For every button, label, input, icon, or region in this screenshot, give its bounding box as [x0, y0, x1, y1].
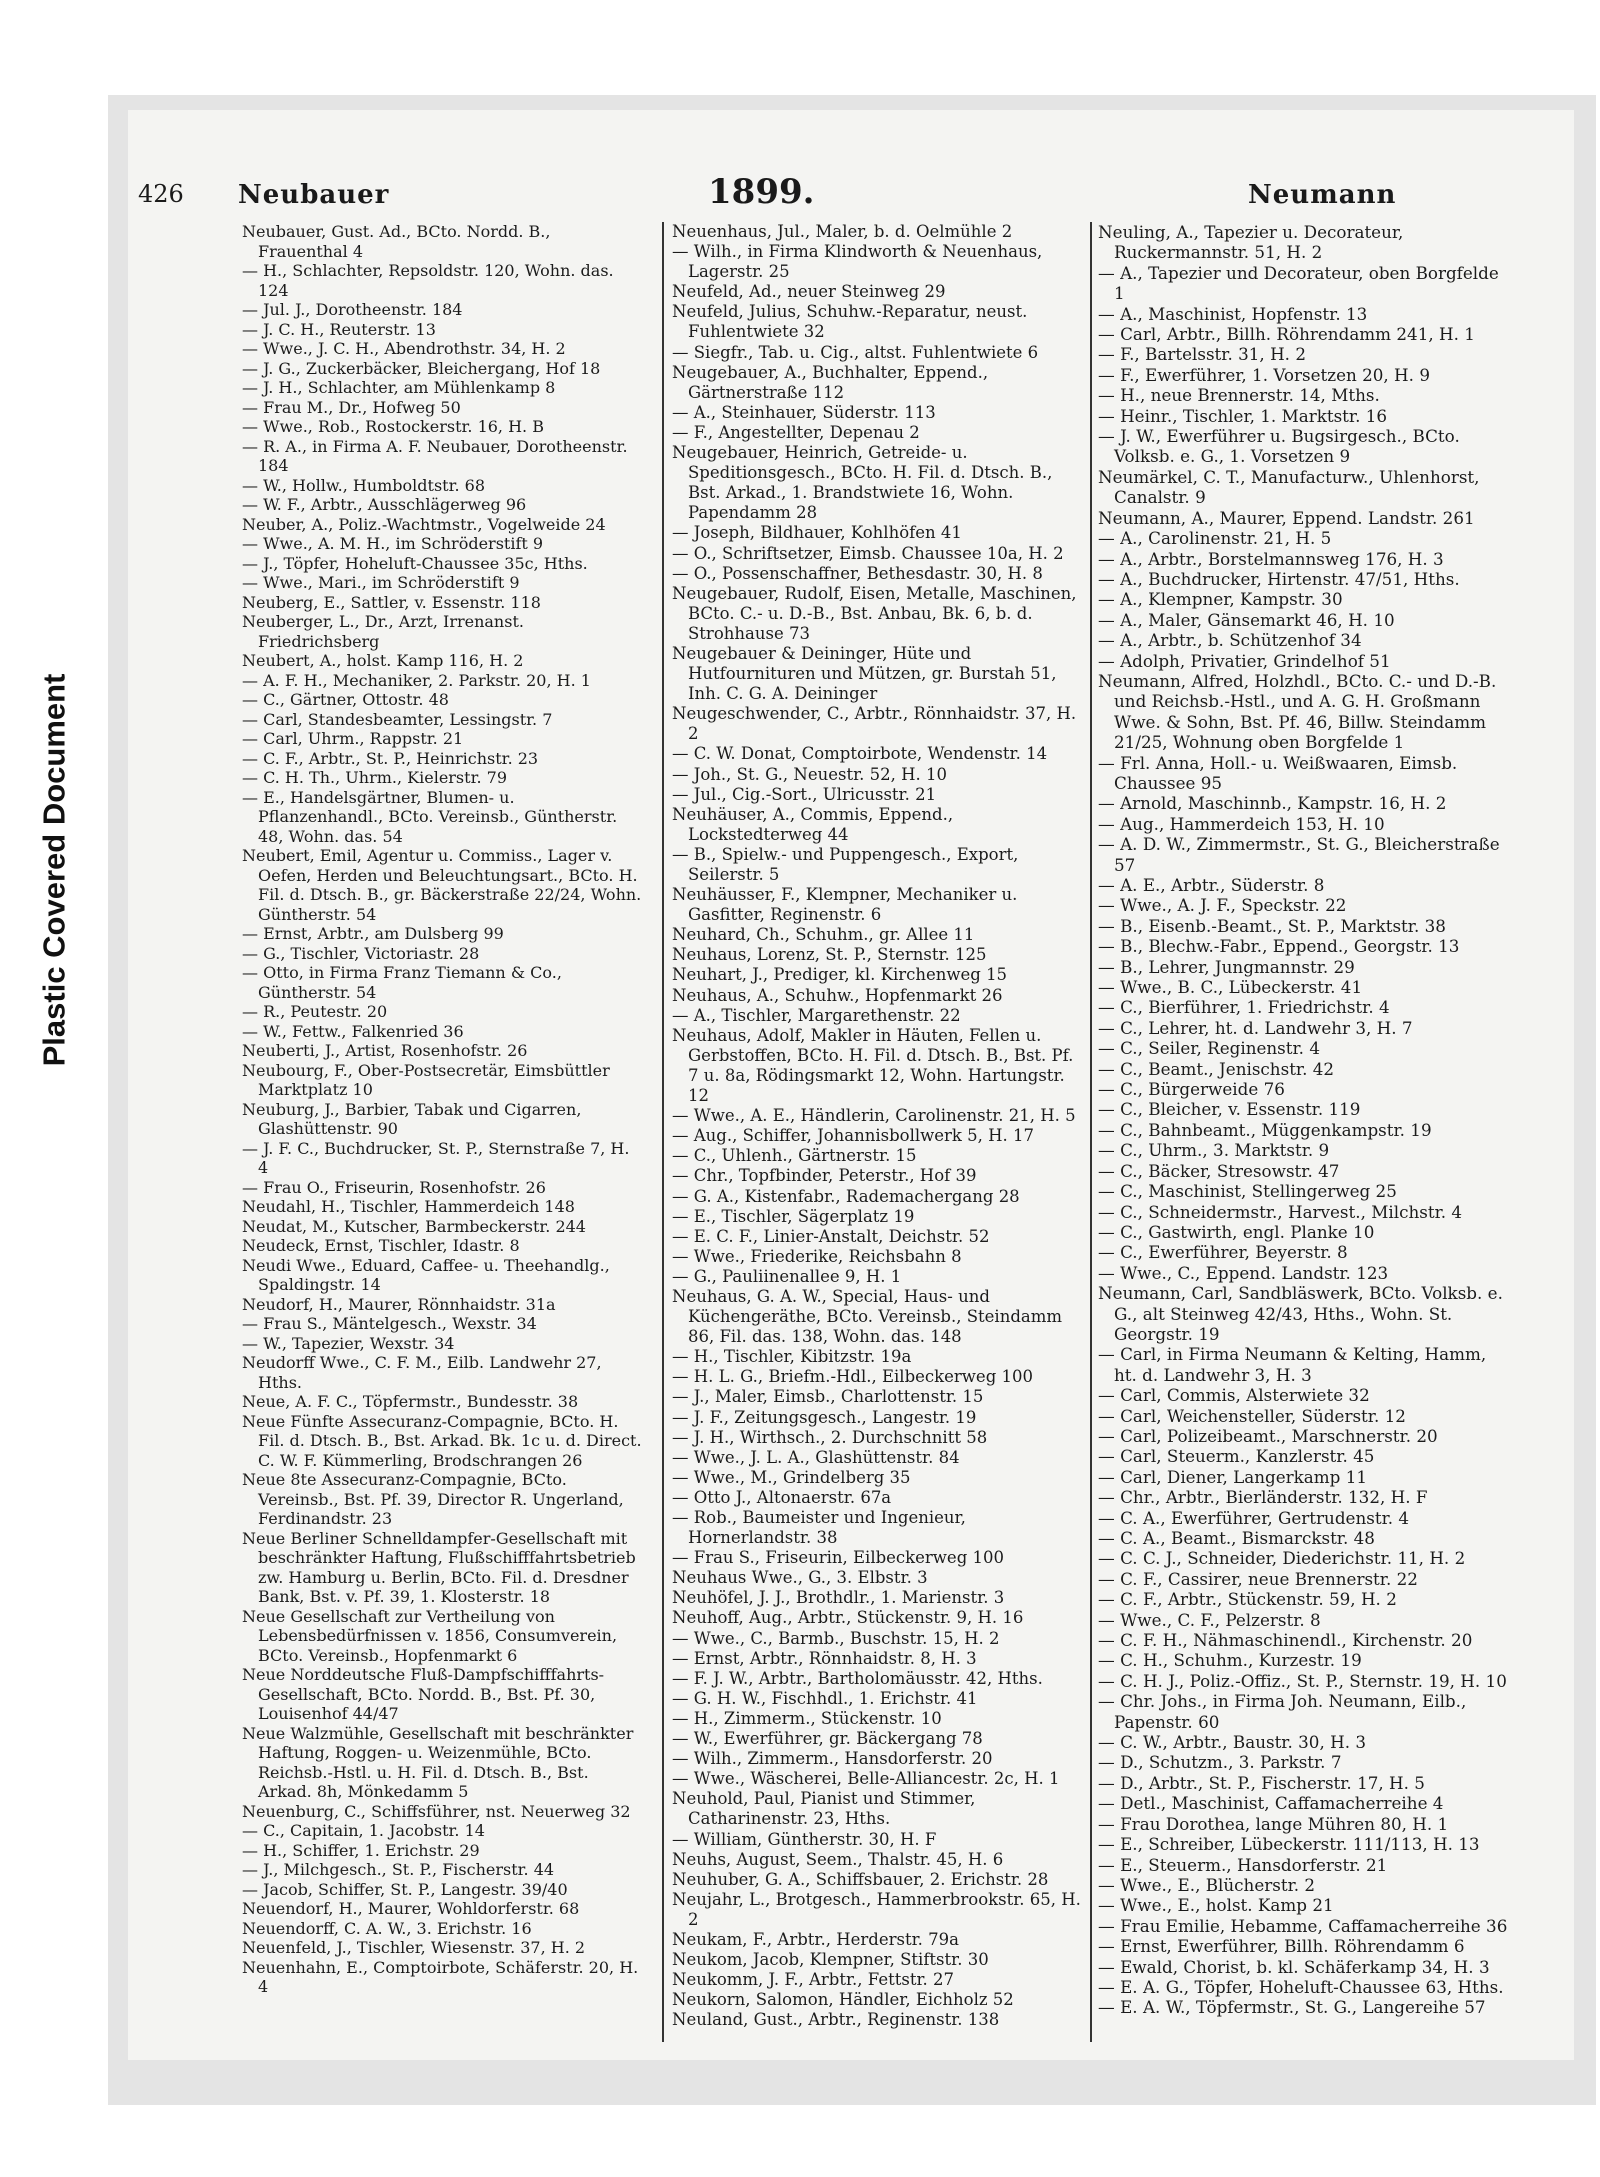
directory-entry: — J. C. H., Reuterstr. 13 [242, 319, 436, 339]
directory-entry: Neuhold, Paul, Pianist und Stimmer, Catharinenstr. 23, Hths. [672, 1789, 976, 1829]
directory-entry: Neue Fünfte Assecuranz-Compagnie, BCto. H. Fil. d. Dtsch. B., Bst. Arkad. Bk. 1c u. d. Direct. C. W. F. Kümmerling, Brodschrangen 26 [242, 1411, 642, 1470]
directory-entry: — Carl, Arbtr., Billh. Röhrendamm 241, H. 1 [1098, 324, 1475, 345]
directory-entry: — Frau S., Friseurin, Eilbeckerweg 100 [672, 1548, 1004, 1568]
directory-entry: — H., neue Brennerstr. 14, Mths. [1098, 385, 1380, 406]
directory-entry: — Chr., Topfbinder, Peterstr., Hof 39 [672, 1166, 977, 1186]
directory-entry: Neufeld, Ad., neuer Steinweg 29 [672, 282, 946, 302]
directory-entry: — Wwe., Rob., Rostockerstr. 16, H. B [242, 417, 544, 436]
directory-entry: — William, Güntherstr. 30, H. F [672, 1829, 937, 1849]
directory-entry: — H., Tischler, Kibitzstr. 19a [672, 1347, 912, 1367]
directory-entry: — C. H. J., Poliz.-Offiz., St. P., Sternstr. 19, H. 10 [1098, 1670, 1507, 1691]
directory-entry: Neuenhahn, E., Comptoirbote, Schäferstr. 20, H. 4 [242, 1957, 639, 1996]
directory-entry: Neuhs, August, Seem., Thalstr. 45, H. 6 [672, 1849, 1004, 1869]
directory-entry: — E., Handelsgärtner, Blumen- u. Pflanzenhandl., BCto. Vereinsb., Güntherstr. 48, Wohn. das. 54 [242, 787, 618, 846]
directory-entry: — C. A., Beamt., Bismarckstr. 48 [1098, 1528, 1375, 1548]
directory-entry: — H., Schlachter, Repsoldstr. 120, Wohn. das. 124 [242, 261, 614, 300]
directory-entry: — A., Klempner, Kampstr. 30 [1098, 589, 1343, 610]
directory-entry: — W., Fettw., Falkenried 36 [242, 1021, 464, 1041]
directory-entry: — C. H. Th., Uhrm., Kielerstr. 79 [242, 768, 507, 787]
directory-entry: — Ernst, Arbtr., am Dulsberg 99 [242, 924, 504, 943]
directory-entry: — F., Bartelsstr. 31, H. 2 [1098, 344, 1306, 365]
directory-entry: — A., Carolinenstr. 21, H. 5 [1098, 528, 1332, 549]
directory-entry: — E., Tischler, Sägerplatz 19 [672, 1206, 915, 1226]
directory-entry: Neukam, F., Arbtr., Herderstr. 79a [672, 1929, 959, 1949]
column-divider [662, 222, 664, 2042]
directory-entry: — A., Steinhauer, Süderstr. 113 [672, 402, 936, 422]
directory-entry: — H., Zimmerm., Stückenstr. 10 [672, 1708, 942, 1728]
directory-entry: Neuhaus, A., Schuhw., Hopfenmarkt 26 [672, 985, 1003, 1005]
directory-entry: — C. W., Arbtr., Baustr. 30, H. 3 [1098, 1732, 1366, 1753]
directory-entry: — A. D. W., Zimmermstr., St. G., Bleicherstraße 57 [1098, 834, 1500, 875]
directory-entry: — Frau Emilie, Hebamme, Caffamacherreihe 36 [1098, 1915, 1508, 1936]
directory-entry: Neue 8te Assecuranz-Compagnie, BCto. Vereinsb., Bst. Pf. 39, Director R. Ungerland, Ferdinandstr. 23 [242, 1470, 624, 1528]
directory-entry: Neuling, A., Tapezier u. Decorateur, Ruckermannstr. 51, H. 2 [1098, 222, 1404, 263]
directory-entry: — Wwe., Friederike, Reichsbahn 8 [672, 1246, 962, 1266]
directory-entry: — E. A. W., Töpfermstr., St. G., Langereihe 57 [1098, 1997, 1486, 2018]
directory-entry: Neufeld, Julius, Schuhw.-Reparatur, neust. Fuhlentwiete 32 [672, 302, 1028, 342]
directory-entry: Neujahr, L., Brotgesch., Hammerbrookstr. 65, H. 2 [672, 1889, 1081, 1929]
directory-entry: — C. A., Ewerführer, Gertrudenstr. 4 [1098, 1507, 1410, 1528]
directory-entry: — Siegfr., Tab. u. Cig., altst. Fuhlentwiete 6 [672, 342, 1039, 362]
directory-entry: — Otto J., Altonaerstr. 67a [672, 1487, 892, 1507]
directory-entry: — B., Blechw.-Fabr., Eppend., Georgstr. 13 [1098, 936, 1460, 957]
directory-entry: — C. H., Schuhm., Kurzestr. 19 [1098, 1650, 1362, 1671]
directory-entry: — Chr., Arbtr., Bierländerstr. 132, H. F [1098, 1487, 1428, 1508]
directory-entry: Neudat, M., Kutscher, Barmbeckerstr. 244 [242, 1216, 586, 1236]
directory-entry: Neuhöfel, J. J., Brothdlr., 1. Marienstr. 3 [672, 1588, 1005, 1608]
directory-entry: — Otto, in Firma Franz Tiemann & Co., Güntherstr. 54 [242, 963, 562, 1002]
directory-entry: Neudorff Wwe., C. F. M., Eilb. Landwehr 27, Hths. [242, 1353, 602, 1392]
directory-entry: — C. F., Arbtr., St. P., Heinrichstr. 23 [242, 748, 539, 768]
directory-entry: — Frau Dorothea, lange Mühren 80, H. 1 [1098, 1813, 1449, 1834]
directory-entry: Neubourg, F., Ober-Postsecretär, Eimsbüttler Marktplatz 10 [242, 1060, 610, 1099]
directory-entry: — Wilh., in Firma Klindworth & Neuenhaus, Lagerstr. 25 [672, 242, 1043, 282]
directory-entry: — R. A., in Firma A. F. Neubauer, Dorotheenstr. 184 [242, 436, 628, 475]
directory-entry: — Carl, Uhrm., Rappstr. 21 [242, 729, 464, 748]
directory-entry: — Carl, Commis, Alsterwiete 32 [1098, 1385, 1370, 1406]
directory-entry: — Rob., Baumeister und Ingenieur, Hornerlandstr. 38 [672, 1508, 966, 1548]
directory-entry: — Wwe., C., Barmb., Buschstr. 15, H. 2 [672, 1628, 1000, 1648]
directory-entry: — G. A., Kistenfabr., Rademachergang 28 [672, 1186, 1020, 1206]
directory-entry: Neumann, Alfred, Holzhdl., BCto. C.- und D.-B. und Reichsb.-Hstl., und A. G. H. Großmann Wwe. & Sohn, Bst. Pf. 46, Billw. Steindamm 21/25, Wohnung oben Borgfelde 1 [1098, 670, 1497, 753]
directory-entry: — Wwe., C., Eppend. Landstr. 123 [1098, 1262, 1389, 1283]
directory-entry: — J. F., Zeitungsgesch., Langestr. 19 [672, 1407, 977, 1427]
directory-entry: — Carl, Polizeibeamt., Marschnerstr. 20 [1098, 1425, 1438, 1446]
directory-entry: — O., Schriftsetzer, Eimsb. Chaussee 10a, H. 2 [672, 543, 1064, 563]
directory-entry: — Wwe., A. M. H., im Schröderstift 9 [242, 534, 544, 553]
directory-entry: — A., Tapezier und Decorateur, oben Borgfelde 1 [1098, 262, 1499, 304]
directory-entry: — E., Schreiber, Lübeckerstr. 111/113, H. 13 [1098, 1834, 1480, 1855]
directory-entry: Neuenhaus, Jul., Maler, b. d. Oelmühle 2 [672, 222, 1013, 241]
column-2 [672, 222, 1082, 2042]
directory-entry: — Wwe., A. E., Händlerin, Carolinenstr. 21, H. 5 [672, 1106, 1076, 1126]
directory-entry: — C., Gastwirth, engl. Planke 10 [1098, 1221, 1375, 1242]
column-divider [1090, 222, 1092, 2042]
directory-entry: Neudeck, Ernst, Tischler, Idastr. 8 [242, 1236, 520, 1255]
directory-entry: Neuburg, J., Barbier, Tabak und Cigarren, Glashüttenstr. 90 [242, 1099, 582, 1138]
directory-entry: — J. H., Wirthsch., 2. Durchschnitt 58 [672, 1427, 988, 1447]
directory-entry: — J., Töpfer, Hoheluft-Chaussee 35c, Hths. [242, 553, 588, 573]
directory-entry: — C., Bahnbeamt., Müggenkampstr. 19 [1098, 1119, 1432, 1140]
directory-entry: — Carl, in Firma Neumann & Kelting, Hamm, ht. d. Landwehr 3, H. 3 [1098, 1344, 1487, 1385]
directory-entry: Neuendorff, C. A. W., 3. Erichstr. 16 [242, 1918, 532, 1938]
directory-entry: — Carl, Weichensteller, Süderstr. 12 [1098, 1405, 1406, 1426]
directory-entry: — C., Bierführer, 1. Friedrichstr. 4 [1098, 997, 1390, 1018]
directory-entry: — C., Uhrm., 3. Marktstr. 9 [1098, 1140, 1330, 1161]
directory-entry: Neubauer, Gust. Ad., BCto. Nordd. B., Frauenthal 4 [242, 222, 551, 261]
directory-entry: Neugebauer, Rudolf, Eisen, Metalle, Maschinen, BCto. C.- u. D.-B., Bst. Anbau, Bk. 6, b. d. Strohhause 73 [672, 583, 1077, 643]
directory-entry: — A. F. H., Mechaniker, 2. Parkstr. 20, H. 1 [242, 670, 591, 690]
directory-entry: Neukomm, J. F., Arbtr., Fettstr. 27 [672, 1970, 955, 1990]
directory-entry: — J. H., Schlachter, am Mühlenkamp 8 [242, 378, 556, 397]
directory-entry: Neuendorf, H., Maurer, Wohldorferstr. 68 [242, 1899, 580, 1918]
directory-entry: Neuberger, L., Dr., Arzt, Irrenanst. Friedrichsberg [242, 612, 524, 651]
side-label [4, 570, 104, 1170]
directory-entry: — Jul., Cig.-Sort., Ulricusstr. 21 [672, 784, 937, 804]
directory-entry: Neuhaus Wwe., G., 3. Elbstr. 3 [672, 1568, 928, 1588]
directory-entry: — H., Schiffer, 1. Erichstr. 29 [242, 1840, 480, 1860]
directory-entry: — Wwe., E., Blücherstr. 2 [1098, 1874, 1316, 1895]
directory-entry: Neuhuber, G. A., Schiffsbauer, 2. Erichstr. 28 [672, 1869, 1049, 1889]
directory-entry: Neuhard, Ch., Schuhm., gr. Allee 11 [672, 925, 975, 945]
directory-entry: Neue, A. F. C., Töpfermstr., Bundesstr. 38 [242, 1392, 579, 1411]
directory-entry: Neue Norddeutsche Fluß-Dampfschifffahrts-Gesellschaft, BCto. Nordd. B., Bst. Pf. 30, Louisenhof 44/47 [242, 1665, 605, 1723]
directory-entry: — A., Arbtr., b. Schützenhof 34 [1098, 630, 1362, 651]
directory-entry: — Jacob, Schiffer, St. P., Langestr. 39/40 [242, 1879, 568, 1899]
directory-entry: Neuhäusser, F., Klempner, Mechaniker u. Gasfitter, Reginenstr. 6 [672, 885, 1018, 925]
directory-entry: — Jul. J., Dorotheenstr. 184 [242, 300, 463, 319]
directory-entry: — C., Bürgerweide 76 [1098, 1079, 1285, 1100]
directory-entry: — Joh., St. G., Neuestr. 52, H. 10 [672, 764, 948, 784]
directory-entry: — B., Lehrer, Jungmannstr. 29 [1098, 956, 1355, 977]
directory-entry: — C., Seiler, Reginenstr. 4 [1098, 1038, 1320, 1059]
directory-entry: — Ernst, Ewerführer, Billh. Röhrendamm 6 [1098, 1936, 1465, 1957]
directory-entry: Neuhäuser, A., Commis, Eppend., Lockstedterweg 44 [672, 804, 954, 844]
directory-entry: — H. L. G., Briefm.-Hdl., Eilbeckerweg 100 [672, 1367, 1033, 1387]
page-year: 1899. [708, 172, 815, 212]
directory-entry: — C. W. Donat, Comptoirbote, Wendenstr. 14 [672, 744, 1048, 764]
directory-entry: — C. F. H., Nähmaschinendl., Kirchenstr. 20 [1098, 1630, 1473, 1651]
directory-entry: — A., Tischler, Margarethenstr. 22 [672, 1005, 961, 1025]
left-running-head: Neubauer [238, 180, 390, 210]
directory-entry: — Arnold, Maschinnb., Kampstr. 16, H. 2 [1098, 793, 1447, 814]
directory-entry: — E., Steuerm., Hansdorferstr. 21 [1098, 1854, 1388, 1875]
directory-entry: Neuberti, J., Artist, Rosenhofstr. 26 [242, 1041, 528, 1060]
directory-entry: Neuhart, J., Prediger, kl. Kirchenweg 15 [672, 965, 1008, 985]
directory-entry: Neukorn, Salomon, Händler, Eichholz 52 [672, 1990, 1014, 2010]
directory-entry: Neudahl, H., Tischler, Hammerdeich 148 [242, 1197, 575, 1216]
directory-entry: Neumann, A., Maurer, Eppend. Landstr. 261 [1098, 507, 1475, 528]
directory-entry: — Carl, Diener, Langerkamp 11 [1098, 1466, 1368, 1487]
directory-entry: — G., Pauliinenallee 9, H. 1 [672, 1266, 902, 1286]
directory-entry: Neue Walzmühle, Gesellschaft mit beschränkter Haftung, Roggen- u. Weizenmühle, BCto. Reichsb.-Hstl. u. H. Fil. d. Dtsch. B., Bst. Arkad. 8h, Mönkedamm 5 [242, 1723, 634, 1801]
directory-entry: — Frl. Anna, Holl.- u. Weißwaaren, Eimsb. Chaussee 95 [1098, 752, 1458, 793]
directory-entry: — W., Hollw., Humboldtstr. 68 [242, 475, 486, 495]
directory-entry: Neumann, Carl, Sandbläswerk, BCto. Volksb. e. G., alt Steinweg 42/43, Hths., Wohn. St. Georgstr. 19 [1098, 1283, 1503, 1344]
directory-entry: — A., Maler, Gänsemarkt 46, H. 10 [1098, 609, 1395, 630]
directory-entry: Neugebauer, A., Buchhalter, Eppend., Gärtnerstraße 112 [672, 362, 989, 402]
directory-entry: — Aug., Hammerdeich 153, H. 10 [1098, 813, 1385, 834]
directory-entry: — G., Tischler, Victoriastr. 28 [242, 943, 480, 963]
directory-entry: — W., Tapezier, Wexstr. 34 [242, 1333, 455, 1353]
column-1 [242, 222, 642, 2042]
directory-entry: — Wwe., C. F., Pelzerstr. 8 [1098, 1609, 1321, 1630]
directory-entry: — R., Peutestr. 20 [242, 1002, 388, 1021]
side-label-text: Plastic Covered Document [36, 673, 72, 1067]
directory-entry: Neuhaus, G. A. W., Special, Haus- und Küchengeräthe, BCto. Vereinsb., Steindamm 86, Fil. das. 138, Wohn. das. 148 [672, 1286, 1063, 1347]
directory-entry: — W., Ewerführer, gr. Bäckergang 78 [672, 1729, 983, 1749]
directory-entry: — B., Eisenb.-Beamt., St. P., Marktstr. 38 [1098, 915, 1446, 936]
directory-entry: — Carl, Standesbeamter, Lessingstr. 7 [242, 709, 553, 729]
directory-entry: — Wwe., E., holst. Kamp 21 [1098, 1895, 1334, 1916]
directory-entry: Neudorf, H., Maurer, Rönnhaidstr. 31a [242, 1294, 556, 1314]
directory-entry: — C., Ewerführer, Beyerstr. 8 [1098, 1242, 1348, 1263]
directory-entry: — A. E., Arbtr., Süderstr. 8 [1098, 875, 1325, 895]
directory-entry: Neubert, A., holst. Kamp 116, H. 2 [242, 651, 524, 670]
directory-entry: — F., Ewerführer, 1. Vorsetzen 20, H. 9 [1098, 364, 1430, 385]
directory-entry: — A., Buchdrucker, Hirtenstr. 47/51, Hths. [1098, 568, 1460, 589]
directory-entry: — Wwe., B. C., Lübeckerstr. 41 [1098, 977, 1363, 998]
directory-entry: — C., Lehrer, ht. d. Landwehr 3, H. 7 [1098, 1017, 1413, 1038]
directory-entry: — J., Maler, Eimsb., Charlottenstr. 15 [672, 1387, 984, 1407]
directory-entry: — C. F., Cassirer, neue Brennerstr. 22 [1098, 1568, 1418, 1589]
directory-entry: — B., Spielw.- und Puppengesch., Export, Seilerstr. 5 [672, 844, 1019, 884]
directory-entry: — C., Maschinist, Stellingerweg 25 [1098, 1181, 1397, 1202]
directory-entry: — Wwe., Mari., im Schröderstift 9 [242, 573, 520, 592]
directory-entry: — F., Angestellter, Depenau 2 [672, 422, 920, 442]
directory-entry: — Ernst, Arbtr., Rönnhaidstr. 8, H. 3 [672, 1648, 977, 1668]
directory-entry: — Wwe., J. C. H., Abendrothstr. 34, H. 2 [242, 339, 566, 358]
directory-entry: — Detl., Maschinist, Caffamacherreihe 4 [1098, 1793, 1444, 1814]
directory-entry: — Chr. Johs., in Firma Joh. Neumann, Eilb., Papenstr. 60 [1098, 1691, 1467, 1732]
right-running-head: Neumann [1248, 180, 1397, 210]
directory-entry: — C., Schneidermstr., Harvest., Milchstr. 4 [1098, 1201, 1463, 1222]
directory-entry: Neubert, Emil, Agentur u. Commiss., Lager v. Oefen, Herden und Beleuchtungsart., BCto. H. Fil. d. Dtsch. B., gr. Bäckerstraße 22/24, Wohn. Güntherstr. 54 [242, 846, 642, 924]
directory-entry: — Heinr., Tischler, 1. Marktstr. 16 [1098, 405, 1388, 426]
column-3 [1098, 222, 1508, 2042]
directory-entry: — Adolph, Privatier, Grindelhof 51 [1098, 650, 1391, 671]
directory-entry: Neugeschwender, C., Arbtr., Rönnhaidstr. 37, H. 2 [672, 704, 1077, 744]
page-number: 426 [138, 180, 184, 208]
directory-entry: — G. H. W., Fischhdl., 1. Erichstr. 41 [672, 1688, 978, 1708]
directory-entry: — C., Uhlenh., Gärtnerstr. 15 [672, 1146, 917, 1166]
directory-entry: Neudi Wwe., Eduard, Caffee- u. Theehandlg., Spaldingstr. 14 [242, 1255, 610, 1294]
directory-entry: — W. F., Arbtr., Ausschlägerweg 96 [242, 495, 527, 514]
directory-entry: — Frau O., Friseurin, Rosenhofstr. 26 [242, 1177, 546, 1197]
page-header [128, 172, 1397, 222]
directory-entry: Neuenfeld, J., Tischler, Wiesenstr. 37, H. 2 [242, 1938, 586, 1957]
directory-entry: — C. F., Arbtr., Stückenstr. 59, H. 2 [1098, 1589, 1397, 1610]
directory-entry: — Wilh., Zimmerm., Hansdorferstr. 20 [672, 1749, 993, 1769]
directory-entry: — D., Arbtr., St. P., Fischerstr. 17, H. 5 [1098, 1772, 1425, 1793]
directory-entry: Neue Berliner Schnelldampfer-Gesellschaft mit beschränkter Haftung, Flußschifffahrtsbetrieb zw. Hamburg u. Berlin, BCto. Fil. d. Dresdner Bank, Bst. v. Pf. 39, 1. Klosterstr. 18 [242, 1528, 636, 1606]
directory-entry: Neue Gesellschaft zur Vertheilung von Lebensbedürfnissen v. 1856, Consumverein, BCto. Vereinsb., Hopfenmarkt 6 [242, 1606, 618, 1665]
directory-entry: Neugebauer & Deininger, Hüte und Hutfournituren und Mützen, gr. Burstah 51, Inh. C. G. A. Deininger [672, 643, 1057, 704]
directory-entry: — A., Arbtr., Borstelmannsweg 176, H. 3 [1098, 548, 1444, 569]
directory-entry: — J. G., Zuckerbäcker, Bleichergang, Hof 18 [242, 358, 601, 378]
directory-entry: — Carl, Steuerm., Kanzlerstr. 45 [1098, 1446, 1375, 1467]
directory-entry: — O., Possenschaffner, Bethesdastr. 30, H. 8 [672, 563, 1043, 583]
directory-entry: — D., Schutzm., 3. Parkstr. 7 [1098, 1752, 1342, 1773]
directory-entry: — C., Gärtner, Ottostr. 48 [242, 690, 449, 709]
directory-entry: — Wwe., J. L. A., Glashüttenstr. 84 [672, 1447, 960, 1467]
directory-entry: — Aug., Schiffer, Johannisbollwerk 5, H. 17 [672, 1126, 1035, 1146]
directory-entry: Neukom, Jacob, Klempner, Stiftstr. 30 [672, 1950, 989, 1970]
directory-entry: — C., Beamt., Jenischstr. 42 [1098, 1058, 1335, 1079]
directory-entry: — C., Bleicher, v. Essenstr. 119 [1098, 1099, 1361, 1120]
directory-entry: — E. A. G., Töpfer, Hoheluft-Chaussee 63, Hths. [1098, 1976, 1504, 1997]
directory-entry: — Wwe., M., Grindelberg 35 [672, 1467, 911, 1487]
directory-entry: — C., Capitain, 1. Jacobstr. 14 [242, 1821, 485, 1840]
directory-entry: Neuhoff, Aug., Arbtr., Stückenstr. 9, H. 16 [672, 1608, 1024, 1628]
directory-entry: Neuber, A., Poliz.-Wachtmstr., Vogelweide 24 [242, 514, 606, 534]
directory-entry: Neuberg, E., Sattler, v. Essenstr. 118 [242, 592, 541, 612]
directory-entry: — Joseph, Bildhauer, Kohlhöfen 41 [672, 523, 962, 543]
directory-entry: — J. F. C., Buchdrucker, St. P., Sternstraße 7, H. 4 [242, 1138, 630, 1177]
directory-entry: — Wwe., Wäscherei, Belle-Alliancestr. 2c, H. 1 [672, 1769, 1060, 1789]
directory-entry: — J. W., Ewerführer u. Bugsirgesch., BCto. Volksb. e. G., 1. Vorsetzen 9 [1098, 426, 1460, 467]
directory-entry: — C., Bäcker, Stresowstr. 47 [1098, 1160, 1340, 1181]
directory-entry: Neuhaus, Lorenz, St. P., Sternstr. 125 [672, 945, 987, 965]
directory-entry: Neuenburg, C., Schiffsführer, nst. Neuerweg 32 [242, 1801, 631, 1821]
directory-entry: — A., Maschinist, Hopfenstr. 13 [1098, 303, 1368, 324]
directory-entry: — E. C. F., Linier-Anstalt, Deichstr. 52 [672, 1226, 990, 1246]
directory-entry: — Frau M., Dr., Hofweg 50 [242, 397, 461, 417]
directory-entry: — Wwe., A. J. F., Speckstr. 22 [1098, 895, 1347, 916]
directory-entry: — Frau S., Mäntelgesch., Wexstr. 34 [242, 1314, 537, 1333]
directory-entry: Neugebauer, Heinrich, Getreide- u. Speditionsgesch., BCto. H. Fil. d. Dtsch. B., Bst. Arkad., 1. Brandstwiete 16, Wohn. Papendamm 28 [672, 443, 1053, 523]
directory-entry: Neuhaus, Adolf, Makler in Häuten, Fellen u. Gerbstoffen, BCto. H. Fil. d. Dtsch. B., Bst. Pf. 7 u. 8a, Rödingsmarkt 12, Wohn. Hartungstr. 12 [672, 1025, 1074, 1106]
directory-entry: — Ewald, Chorist, b. kl. Schäferkamp 34, H. 3 [1098, 1956, 1490, 1977]
directory-entry: — J., Milchgesch., St. P., Fischerstr. 44 [242, 1860, 555, 1879]
directory-entry: Neuland, Gust., Arbtr., Reginenstr. 138 [672, 2010, 1000, 2030]
directory-entry: — F. J. W., Arbtr., Bartholomäusstr. 42, Hths. [672, 1668, 1043, 1688]
directory-entry: Neumärkel, C. T., Manufacturw., Uhlenhorst, Canalstr. 9 [1098, 466, 1480, 508]
directory-entry: — C. C. J., Schneider, Diederichstr. 11, H. 2 [1098, 1548, 1466, 1569]
